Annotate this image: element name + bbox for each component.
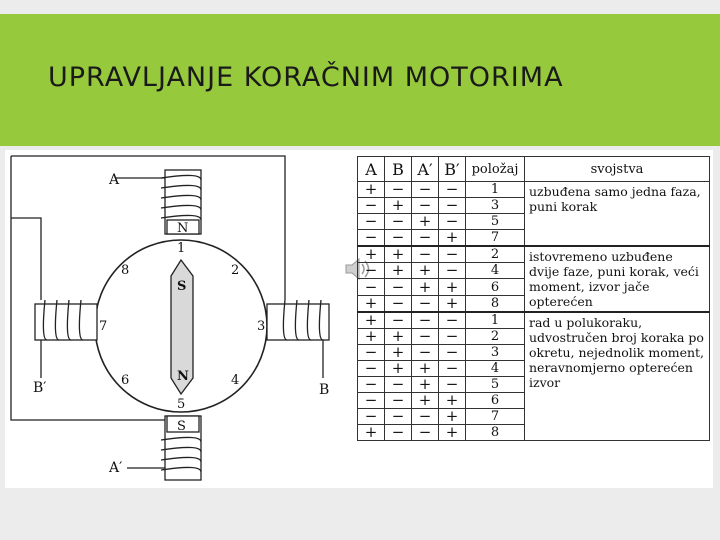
signal-cell: −	[412, 312, 439, 329]
signal-cell: +	[358, 425, 385, 441]
signal-cell: −	[385, 409, 412, 425]
position-4: 4	[231, 373, 240, 388]
property-description: rad u polukoraku, udvostručen broj koraka po okretu, nejednolik moment, neravnomjerno opterećen izvor	[525, 312, 710, 441]
col-a-prime: A′	[412, 157, 439, 182]
signal-cell: +	[358, 295, 385, 312]
signal-cell: +	[439, 279, 466, 295]
signal-cell: −	[358, 409, 385, 425]
position-cell: 7	[466, 409, 525, 425]
position-cell: 5	[466, 377, 525, 393]
signal-cell: −	[385, 214, 412, 230]
slide-title: UPRAVLJANJE KORAČNIM MOTORIMA	[48, 62, 564, 93]
signal-cell: −	[412, 295, 439, 312]
stator-pole-right	[267, 300, 329, 340]
signal-cell: +	[358, 182, 385, 198]
signal-cell: −	[412, 230, 439, 247]
position-cell: 8	[466, 295, 525, 312]
signal-cell: +	[439, 425, 466, 441]
col-polozaj: položaj	[466, 157, 525, 182]
signal-cell: +	[412, 361, 439, 377]
position-cell: 4	[466, 263, 525, 279]
col-b-prime: B′	[439, 157, 466, 182]
stator-bottom-pole: S	[177, 419, 186, 434]
label-b: B	[319, 382, 330, 398]
position-cell: 7	[466, 230, 525, 247]
signal-cell: +	[385, 246, 412, 263]
signal-cell: +	[439, 230, 466, 247]
stator-pole-left	[35, 300, 97, 340]
stepper-motor-diagram	[5, 150, 350, 488]
signal-cell: −	[439, 329, 466, 345]
signal-cell: −	[358, 345, 385, 361]
signal-cell: −	[412, 246, 439, 263]
signal-cell: +	[412, 263, 439, 279]
signal-cell: −	[385, 425, 412, 441]
signal-cell: −	[412, 198, 439, 214]
signal-cell: −	[439, 377, 466, 393]
table-row	[358, 182, 710, 198]
signal-cell: +	[358, 329, 385, 345]
signal-cell: −	[358, 377, 385, 393]
position-cell: 2	[466, 329, 525, 345]
signal-cell: −	[439, 345, 466, 361]
table-header-row	[358, 157, 710, 182]
label-a-prime: A′	[109, 460, 123, 476]
signal-cell: +	[412, 393, 439, 409]
signal-cell: −	[439, 312, 466, 329]
signal-cell: −	[358, 393, 385, 409]
table-row	[358, 246, 710, 263]
signal-cell: −	[412, 345, 439, 361]
excitation-table	[357, 156, 710, 441]
signal-cell: −	[385, 393, 412, 409]
signal-cell: +	[439, 409, 466, 425]
signal-cell: +	[385, 345, 412, 361]
position-2: 2	[231, 263, 240, 278]
signal-cell: −	[358, 230, 385, 247]
signal-cell: −	[439, 263, 466, 279]
position-cell: 4	[466, 361, 525, 377]
position-cell: 6	[466, 393, 525, 409]
signal-cell: −	[439, 182, 466, 198]
position-5: 5	[177, 397, 186, 412]
property-description: istovremeno uzbuđene dvije faze, puni korak, veći moment, izvor jače opterećen	[525, 246, 710, 312]
signal-cell: −	[358, 263, 385, 279]
signal-cell: −	[358, 214, 385, 230]
label-a: A	[109, 172, 120, 188]
position-cell: 6	[466, 279, 525, 295]
signal-cell: +	[385, 361, 412, 377]
signal-cell: +	[439, 295, 466, 312]
signal-cell: −	[385, 312, 412, 329]
signal-cell: −	[385, 279, 412, 295]
signal-cell: −	[358, 279, 385, 295]
col-a: A	[358, 157, 385, 182]
wire-frame	[11, 156, 285, 420]
signal-cell: +	[412, 214, 439, 230]
signal-cell: −	[412, 182, 439, 198]
signal-cell: +	[412, 279, 439, 295]
signal-cell: −	[439, 198, 466, 214]
signal-cell: +	[358, 246, 385, 263]
signal-cell: −	[439, 214, 466, 230]
signal-cell: +	[412, 377, 439, 393]
signal-cell: −	[439, 246, 466, 263]
position-1: 1	[177, 241, 186, 256]
signal-cell: −	[358, 361, 385, 377]
rotor-top-pole: S	[177, 279, 187, 294]
label-b-prime: B′	[33, 380, 47, 396]
position-3: 3	[257, 319, 266, 334]
col-b: B	[385, 157, 412, 182]
property-description: uzbuđena samo jedna faza, puni korak	[525, 182, 710, 247]
position-cell: 1	[466, 182, 525, 198]
position-cell: 5	[466, 214, 525, 230]
stator-top-pole: N	[177, 221, 189, 236]
signal-cell: +	[385, 198, 412, 214]
signal-cell: +	[358, 312, 385, 329]
signal-cell: −	[385, 377, 412, 393]
position-cell: 3	[466, 345, 525, 361]
signal-cell: −	[385, 230, 412, 247]
signal-cell: +	[385, 329, 412, 345]
signal-cell: −	[412, 409, 439, 425]
signal-cell: −	[412, 329, 439, 345]
table-row	[358, 312, 710, 329]
signal-cell: −	[358, 198, 385, 214]
signal-cell: +	[385, 263, 412, 279]
position-7: 7	[99, 319, 108, 334]
position-cell: 8	[466, 425, 525, 441]
position-cell: 3	[466, 198, 525, 214]
signal-cell: −	[385, 182, 412, 198]
signal-cell: −	[385, 295, 412, 312]
signal-cell: −	[439, 361, 466, 377]
position-8: 8	[121, 263, 130, 278]
position-cell: 2	[466, 246, 525, 263]
rotor-bottom-pole: N	[177, 369, 189, 384]
position-6: 6	[121, 373, 130, 388]
col-svojstva: svojstva	[525, 157, 710, 182]
signal-cell: +	[439, 393, 466, 409]
signal-cell: −	[412, 425, 439, 441]
table-body	[358, 182, 710, 441]
position-cell: 1	[466, 312, 525, 329]
